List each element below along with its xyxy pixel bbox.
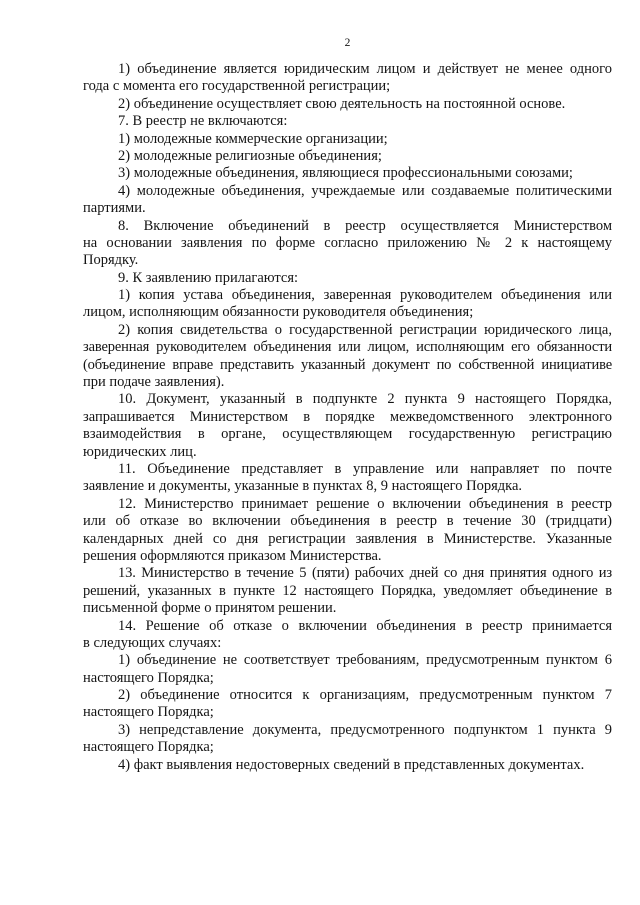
text-line: 2) объединение относится к организациям, предусмотренным пунктом 7 (118, 687, 612, 704)
text-line: запрашивается Министерством в порядке межведомственного электронного (83, 408, 612, 425)
text-line: 2) объединение осуществляет свою деятельность на постоянной основе. (118, 95, 566, 112)
text-line: при подаче заявления). (83, 374, 225, 391)
text-line: 1) копия устава объединения, заверенная руководителем объединения или (118, 287, 612, 304)
paragraph-14 (83, 618, 612, 653)
text-line: 12. Министерство принимает решение о включении объединения в реестр (118, 495, 612, 512)
text-line: юридических лиц. (83, 443, 197, 460)
text-line: 10. Документ, указанный в подпункте 2 пункта 9 настоящего Порядка, (118, 391, 612, 408)
text-line: партиями. (83, 200, 146, 217)
paragraph-14-item-1 (83, 652, 612, 687)
text-line: настоящего Порядка; (83, 704, 214, 721)
document-body (83, 61, 612, 774)
text-line: заверенная руководителем объединения или лицом, исполняющим его обязанности (83, 339, 612, 356)
paragraph-item-2 (83, 96, 612, 113)
text-line: заявление и документы, указанные в пунктах 8, 9 настоящего Порядка. (83, 478, 523, 495)
text-line: письменной форме о принятом решении. (83, 600, 337, 617)
text-line: 3) непредставление документа, предусмотренного подпунктом 1 пункта 9 (118, 721, 612, 738)
paragraph-item-1 (83, 61, 612, 96)
text-line: 4) молодежные объединения, учреждаемые или создаваемые политическими (118, 182, 612, 199)
text-line: 2) копия свидетельства о государственной регистрации юридического лица, (118, 321, 612, 338)
paragraph-7-item-1 (83, 131, 612, 148)
paragraph-9-item-2 (83, 322, 612, 392)
text-line: 3) молодежные объединения, являющиеся профессиональными союзами; (118, 165, 573, 182)
text-line: взаимодействия в органе, осуществляющем государственную регистрацию (83, 426, 612, 443)
text-line: лицом, исполняющим обязанности руководителя объединения; (83, 304, 474, 321)
paragraph-9-item-1 (83, 287, 612, 322)
text-line: календарных дней со дня регистрации заявления в Министерстве. Указанные (83, 530, 612, 547)
paragraph-9 (83, 270, 612, 287)
text-line: 1) объединение является юридическим лицом и действует не менее одного (118, 61, 612, 77)
text-line: 2) молодежные религиозные объединения; (118, 147, 382, 164)
text-line: 14. Решение об отказе о включении объединения в реестр принимается (118, 617, 612, 634)
paragraph-7-item-4 (83, 183, 612, 218)
text-line: решения оформляются приказом Министерства. (83, 547, 382, 564)
paragraph-13 (83, 565, 612, 617)
text-line: решений, указанных в пункте 12 настоящего Порядка, уведомляет объединение в (83, 582, 612, 599)
paragraph-8 (83, 218, 612, 270)
text-line: 9. К заявлению прилагаются: (118, 269, 299, 286)
text-line: на основании заявления по форме согласно приложению № 2 к настоящему (83, 234, 612, 251)
text-line: 1) объединение не соответствует требованиям, предусмотренным пунктом 6 (118, 652, 612, 669)
text-line: настоящего Порядка; (83, 739, 214, 756)
paragraph-11 (83, 461, 612, 496)
text-line: или об отказе во включении объединения в реестр в течение 30 (тридцати) (83, 513, 612, 530)
text-line: 1) молодежные коммерческие организации; (118, 130, 388, 147)
text-line: 7. В реестр не включаются: (118, 113, 288, 130)
text-line: (объединение вправе представить указанный документ по собственной инициативе (83, 356, 612, 373)
text-line: 11. Объединение представляет в управление или направляет по почте (118, 460, 612, 477)
paragraph-7 (83, 113, 612, 130)
text-line: 13. Министерство в течение 5 (пяти) рабочих дней со дня принятия одного из (118, 565, 612, 582)
text-line: года с момента его государственной регистрации; (83, 78, 391, 95)
paragraph-14-item-4 (83, 757, 612, 774)
text-line: настоящего Порядка; (83, 669, 214, 686)
paragraph-10 (83, 391, 612, 461)
text-line: 8. Включение объединений в реестр осуществляется Министерством (118, 217, 612, 234)
text-line: 4) факт выявления недостоверных сведений в представленных документах. (118, 756, 585, 773)
text-line: в следующих случаях: (83, 634, 222, 651)
paragraph-12 (83, 496, 612, 566)
page-number: 2 (344, 37, 351, 49)
text-line: Порядку. (83, 252, 139, 269)
paragraph-7-item-3 (83, 165, 612, 182)
paragraph-7-item-2 (83, 148, 612, 165)
paragraph-14-item-2 (83, 687, 612, 722)
paragraph-14-item-3 (83, 722, 612, 757)
